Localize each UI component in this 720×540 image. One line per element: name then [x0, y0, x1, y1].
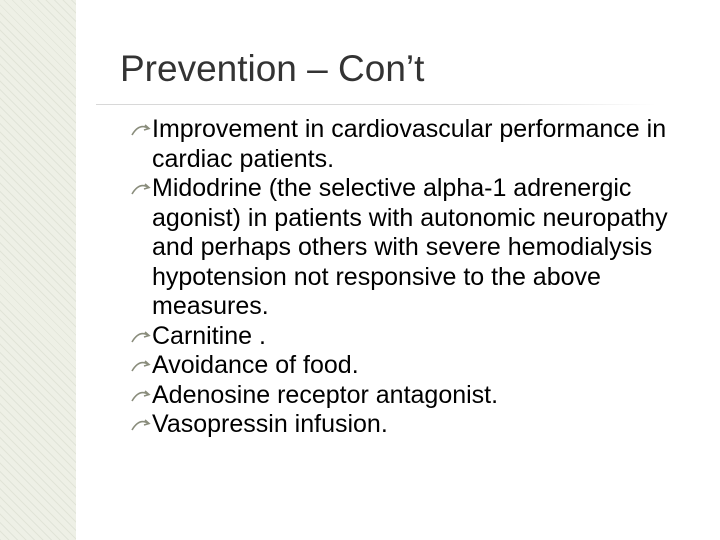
curved-arrow-bullet-icon	[130, 179, 152, 199]
curved-arrow-bullet-icon	[130, 415, 152, 435]
list-item	[128, 351, 703, 381]
decorative-side-band	[0, 0, 76, 540]
curved-arrow-bullet-icon	[130, 327, 152, 347]
list-item	[128, 115, 703, 174]
bullet-text: Adenosine receptor antagonist.	[152, 380, 499, 409]
bullet-text: Midodrine (the selective alpha-1 adrenergic agonist) in patients with autonomic neuropathy and perhaps others with severe hemodialysis hypotension not responsive to the above measures.	[152, 174, 668, 320]
curved-arrow-bullet-icon	[130, 356, 152, 376]
list-item	[128, 322, 703, 352]
list-item	[128, 381, 703, 411]
list-item	[128, 410, 703, 440]
slide-title: Prevention – Con’t	[120, 48, 425, 89]
curved-arrow-bullet-icon	[130, 386, 152, 406]
bullet-text: Vasopressin infusion.	[152, 410, 388, 438]
bullet-text: Avoidance of food.	[152, 351, 359, 379]
title-divider	[96, 104, 656, 105]
list-item	[128, 174, 703, 322]
bullet-text: Carnitine .	[152, 321, 266, 350]
curved-arrow-bullet-icon	[130, 120, 152, 140]
bullet-list	[128, 115, 703, 440]
bullet-text: Improvement in cardiovascular performance in cardiac patients.	[152, 115, 667, 173]
